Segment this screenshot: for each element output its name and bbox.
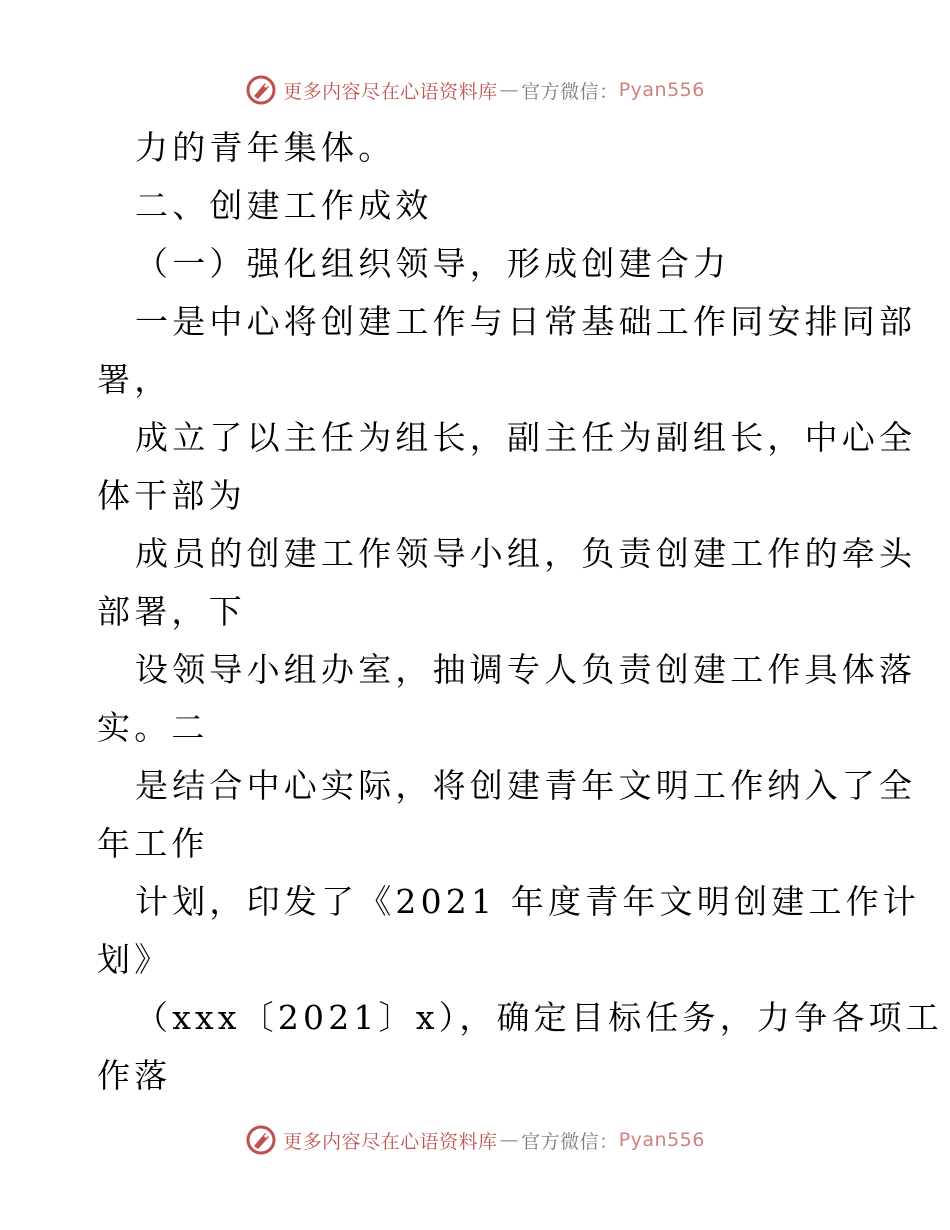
- pen-nib-logo-icon: [245, 74, 277, 106]
- section-heading: 二、创建工作成效: [135, 186, 433, 225]
- body-line: （xxx〔2021〕x），确定目标任务，力争各项工: [135, 998, 943, 1037]
- body-line: 作落: [97, 1056, 172, 1095]
- body-line: 设领导小组办室，抽调专人负责创建工作具体落: [135, 650, 917, 689]
- body-line: 成立了以主任为组长，副主任为副组长，中心全: [135, 418, 917, 457]
- body-line: 成员的创建工作领导小组，负责创建工作的牵头: [135, 534, 917, 573]
- body-line: 计划，印发了《2021 年度青年文明创建工作计: [135, 882, 921, 921]
- watermark-account-id: Pyan556: [618, 79, 705, 101]
- watermark-separator: —: [499, 1129, 520, 1151]
- watermark-official-label: 官方微信：: [521, 80, 619, 103]
- footer-watermark: [0, 1120, 950, 1160]
- subsection-heading: （一）强化组织领导，形成创建合力: [135, 244, 731, 283]
- body-line: 体干部为: [97, 476, 246, 515]
- watermark-main-text: 更多内容尽在心语资料库: [283, 80, 498, 103]
- body-line: 署，: [97, 360, 172, 399]
- body-line: 部署，下: [97, 592, 246, 631]
- watermark-official-label: 官方微信：: [521, 1130, 619, 1153]
- pen-nib-logo-icon: [245, 1124, 277, 1156]
- watermark-separator: —: [499, 79, 520, 101]
- header-watermark: [0, 70, 950, 110]
- body-line: 实。二: [97, 708, 209, 747]
- body-line: 年工作: [97, 824, 209, 863]
- body-line: 一是中心将创建工作与日常基础工作同安排同部: [135, 302, 917, 341]
- body-line: 力的青年集体。: [135, 128, 396, 167]
- body-line: 是结合中心实际，将创建青年文明工作纳入了全: [135, 766, 917, 805]
- watermark-main-text: 更多内容尽在心语资料库: [283, 1130, 498, 1153]
- watermark-account-id: Pyan556: [618, 1129, 705, 1151]
- body-line: 划》: [97, 940, 172, 979]
